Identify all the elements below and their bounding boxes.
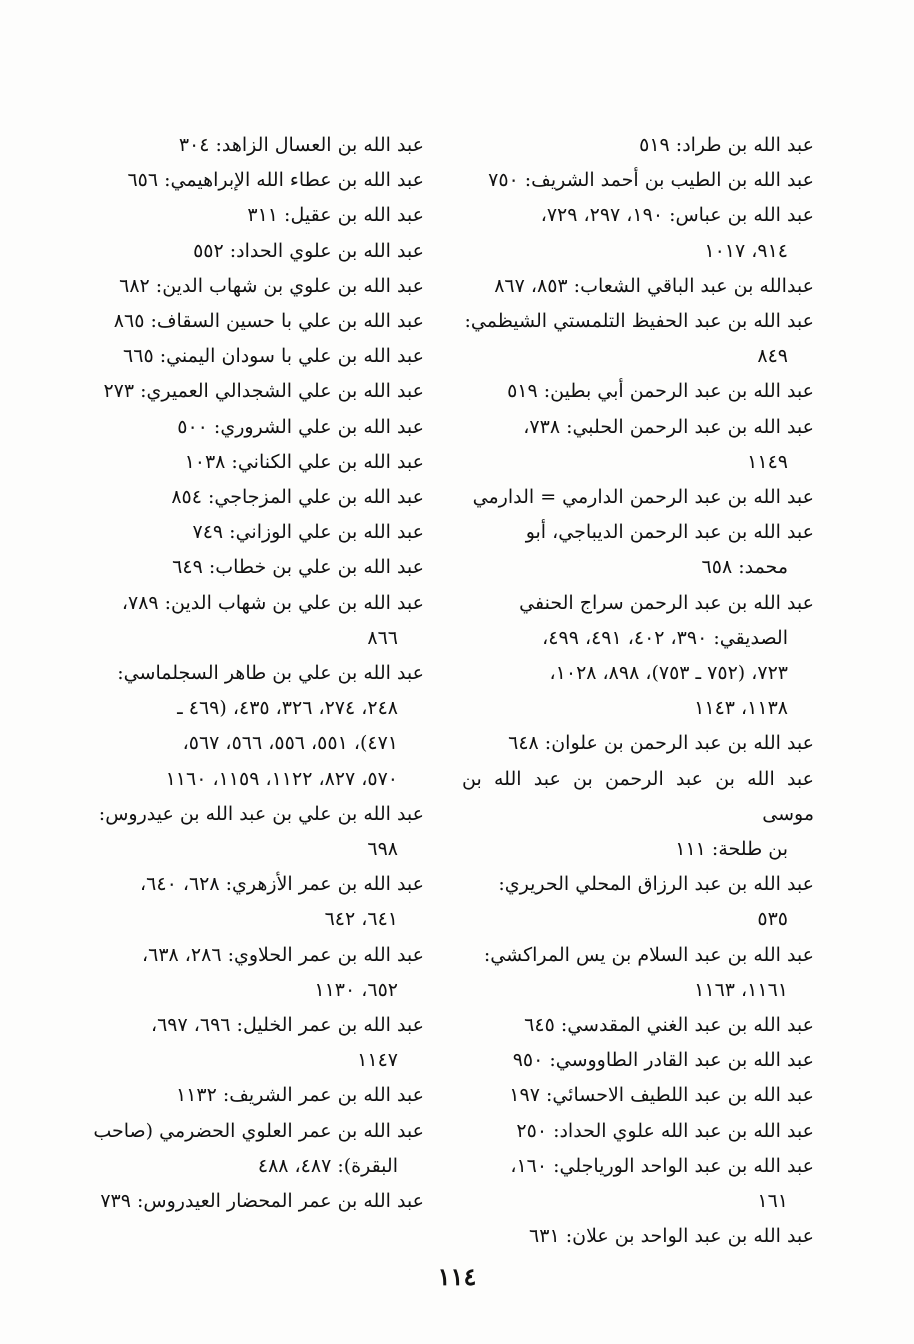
entry-continuation-line: ١١٤٩ — [747, 450, 788, 473]
entry-heading-line: عبد الله بن عبد السلام بن يس المراكشي: — [483, 943, 814, 966]
entry-continuation-line: ١١٦١، ١١٦٣ — [694, 978, 788, 1001]
index-entry — [462, 374, 814, 409]
index-entry — [462, 304, 814, 374]
entry-continuation-line: ٨٦٦ — [367, 626, 398, 649]
index-entry — [72, 1184, 424, 1219]
index-entry — [462, 480, 814, 515]
entry-heading-line: عبد الله بن علوي بن شهاب الدين: ٦٨٢ — [119, 274, 424, 297]
entry-heading-line: عبد الله بن عبد القادر الطاووسي: ٩٥٠ — [512, 1049, 814, 1072]
entry-heading-line: عبد الله بن عمر العلوي الحضرمي (صاحب — [93, 1119, 424, 1142]
index-entry — [72, 339, 424, 374]
index-entry — [72, 1114, 424, 1184]
index-entry — [72, 586, 424, 656]
index-entry — [72, 656, 424, 797]
entry-heading-line: عبد الله بن علي المزجاجي: ٨٥٤ — [171, 486, 424, 509]
index-entry — [72, 445, 424, 480]
index-entry — [462, 269, 814, 304]
entry-heading-line: عبد الله بن عبد الواحد الورياجلي: ١٦٠، — [510, 1154, 814, 1177]
entry-heading-line: عبد الله بن عبد الرحمن الدارمي = الدارمي — [472, 486, 814, 509]
entry-heading-line: عبد الله بن عمر الشريف: ١١٣٢ — [175, 1084, 424, 1107]
index-entry — [462, 867, 814, 937]
entry-heading-line: عبدالله بن عبد الباقي الشعاب: ٨٥٣، ٨٦٧ — [494, 274, 814, 297]
entry-continuation-line: ٤٧١)، ٥٥١، ٥٥٦، ٥٦٦، ٥٦٧، — [182, 732, 398, 755]
entry-heading-line: عبد الله بن عطاء الله الإبراهيمي: ٦٥٦ — [127, 169, 424, 192]
index-entry — [462, 762, 814, 868]
entry-heading-line: عبد الله بن الطيب بن أحمد الشريف: ٧٥٠ — [488, 169, 814, 192]
entry-heading-line: عبد الله بن عمر الأزهري: ٦٢٨، ٦٤٠، — [140, 873, 424, 896]
entry-heading-line: عبد الله بن علي بن طاهر السجلماسي: — [117, 662, 424, 685]
entry-heading-line: عبد الله بن علوي الحداد: ٥٥٢ — [193, 239, 424, 262]
entry-heading-line: عبد الله بن عبد الله علوي الحداد: ٢٥٠ — [516, 1119, 814, 1142]
index-entry — [462, 410, 814, 480]
index-entry — [72, 1078, 424, 1113]
entry-continuation-line: ٥٣٥ — [757, 908, 788, 931]
entry-heading-line: عبد الله بن عبد الغني المقدسي: ٦٤٥ — [524, 1014, 814, 1037]
index-entry — [462, 163, 814, 198]
index-entry — [72, 938, 424, 1008]
entry-heading-line: عبد الله بن علي الشجدالي العميري: ٢٧٣ — [103, 380, 424, 403]
entry-continuation-line: البقرة): ٤٨٧، ٤٨٨ — [257, 1154, 398, 1177]
index-entry — [72, 797, 424, 867]
index-entry — [72, 867, 424, 937]
entry-continuation-line: ٦٤١، ٦٤٢ — [324, 908, 398, 931]
index-entry — [72, 269, 424, 304]
entry-heading-line: عبد الله بن عبد اللطيف الاحسائي: ١٩٧ — [509, 1084, 814, 1107]
index-entry — [72, 234, 424, 269]
entry-continuation-line: ٦٩٨ — [367, 838, 398, 861]
index-entry — [462, 1219, 814, 1254]
entry-heading-line: عبد الله بن علي الشروري: ٥٠٠ — [177, 415, 424, 438]
index-entry — [462, 128, 814, 163]
index-entry — [462, 198, 814, 268]
entry-continuation-line: ١١٤٧ — [357, 1049, 398, 1072]
right-column — [462, 128, 814, 1255]
entry-heading-line: عبد الله بن العسال الزاهد: ٣٠٤ — [178, 134, 424, 156]
entry-heading-line: عبد الله بن عمر الخليل: ٦٩٦، ٦٩٧، — [150, 1014, 424, 1037]
entry-heading-line: عبد الله بن عبد الرحمن الديباجي، أبو — [525, 521, 814, 544]
index-entry — [72, 550, 424, 585]
entry-heading-line: عبد الله بن علي بن خطاب: ٦٤٩ — [172, 556, 424, 579]
entry-heading-line: عبد الله بن عبد الحفيظ التلمستي الشيظمي: — [464, 310, 814, 333]
entry-heading-line: عبد الله بن عقيل: ٣١١ — [247, 204, 424, 227]
entry-heading-line: عبد الله بن علي الكناني: ١٠٣٨ — [184, 450, 424, 473]
entry-continuation-line: الصديقي: ٣٩٠، ٤٠٢، ٤٩١، ٤٩٩، — [542, 626, 788, 649]
entry-heading-line: عبد الله بن عمر الحلاوي: ٢٨٦، ٦٣٨، — [141, 943, 424, 966]
entry-continuation-line: ١١٣٨، ١١٤٣ — [694, 697, 788, 720]
index-entry — [462, 1078, 814, 1113]
entry-continuation-line: ٥٧٠، ٨٢٧، ١١٢٢، ١١٥٩، ١١٦٠ — [165, 767, 398, 790]
entry-heading-line: عبد الله بن عبد الرحمن الحلبي: ٧٣٨، — [523, 415, 814, 438]
index-entry — [462, 1008, 814, 1043]
entry-continuation-line: بن طلحة: ١١١ — [675, 838, 788, 861]
entry-continuation-line: ٢٤٨، ٢٧٤، ٣٢٦، ٤٣٥، (٤٦٩ ـ — [177, 697, 398, 720]
index-entry — [462, 1114, 814, 1149]
entry-heading-line: عبد الله بن عمر المحضار العيدروس: ٧٣٩ — [100, 1190, 424, 1213]
entry-heading-line: عبد الله بن علي بن شهاب الدين: ٧٨٩، — [121, 591, 424, 614]
index-entry — [72, 128, 424, 163]
entry-heading-line: عبد الله بن عبد الرحمن سراج الحنفي — [519, 591, 814, 614]
left-column — [72, 128, 424, 1219]
entry-heading-line: عبد الله بن علي بن عبد الله بن عيدروس: — [98, 802, 424, 825]
entry-heading-line: عبد الله بن علي با حسين السقاف: ٨٦٥ — [113, 310, 424, 333]
index-entry — [72, 198, 424, 233]
entry-heading-line: عبد الله بن عبد الرزاق المحلي الحريري: — [498, 873, 814, 896]
page-number: ١١٤ — [437, 1262, 477, 1291]
entry-continuation-line: ٦٥٢، ١١٣٠ — [314, 978, 398, 1001]
entry-continuation-line: ١٦١ — [757, 1190, 788, 1213]
entry-heading-line: عبد الله بن عبد الرحمن أبي بطين: ٥١٩ — [507, 380, 814, 403]
entry-continuation-line: ٧٢٣، (٧٥٢ ـ ٧٥٣)، ٨٩٨، ١٠٢٨، — [549, 662, 788, 685]
index-entry — [72, 480, 424, 515]
index-entry — [462, 938, 814, 1008]
index-entry — [72, 1008, 424, 1078]
index-entry — [462, 515, 814, 585]
index-entry — [462, 1149, 814, 1219]
index-entry — [72, 304, 424, 339]
entry-heading-line: عبد الله بن علي الوزاني: ٧٤٩ — [192, 521, 424, 544]
entry-heading-line: عبد الله بن عبد الرحمن بن علوان: ٦٤٨ — [508, 732, 814, 755]
index-entry — [462, 1043, 814, 1078]
index-entry — [72, 163, 424, 198]
entry-continuation-line: ٩١٤، ١٠١٧ — [704, 239, 788, 262]
index-entry — [72, 410, 424, 445]
entry-heading-line: عبد الله بن عباس: ١٩٠، ٢٩٧، ٧٢٩، — [540, 204, 814, 227]
index-entry — [462, 726, 814, 761]
index-entry — [462, 586, 814, 727]
entry-heading-line: عبد الله بن عبد الواحد بن علان: ٦٣١ — [529, 1225, 814, 1248]
index-entry — [72, 374, 424, 409]
entry-heading-line: عبد الله بن عبد الرحمن بن عبد الله بن موسى — [462, 767, 814, 825]
entry-heading-line: عبد الله بن طراد: ٥١٩ — [639, 134, 814, 156]
entry-continuation-line: ٨٤٩ — [757, 345, 788, 368]
entry-heading-line: عبد الله بن علي با سودان اليمني: ٦٦٥ — [123, 345, 424, 368]
index-entry — [72, 515, 424, 550]
entry-continuation-line: محمد: ٦٥٨ — [701, 556, 788, 579]
